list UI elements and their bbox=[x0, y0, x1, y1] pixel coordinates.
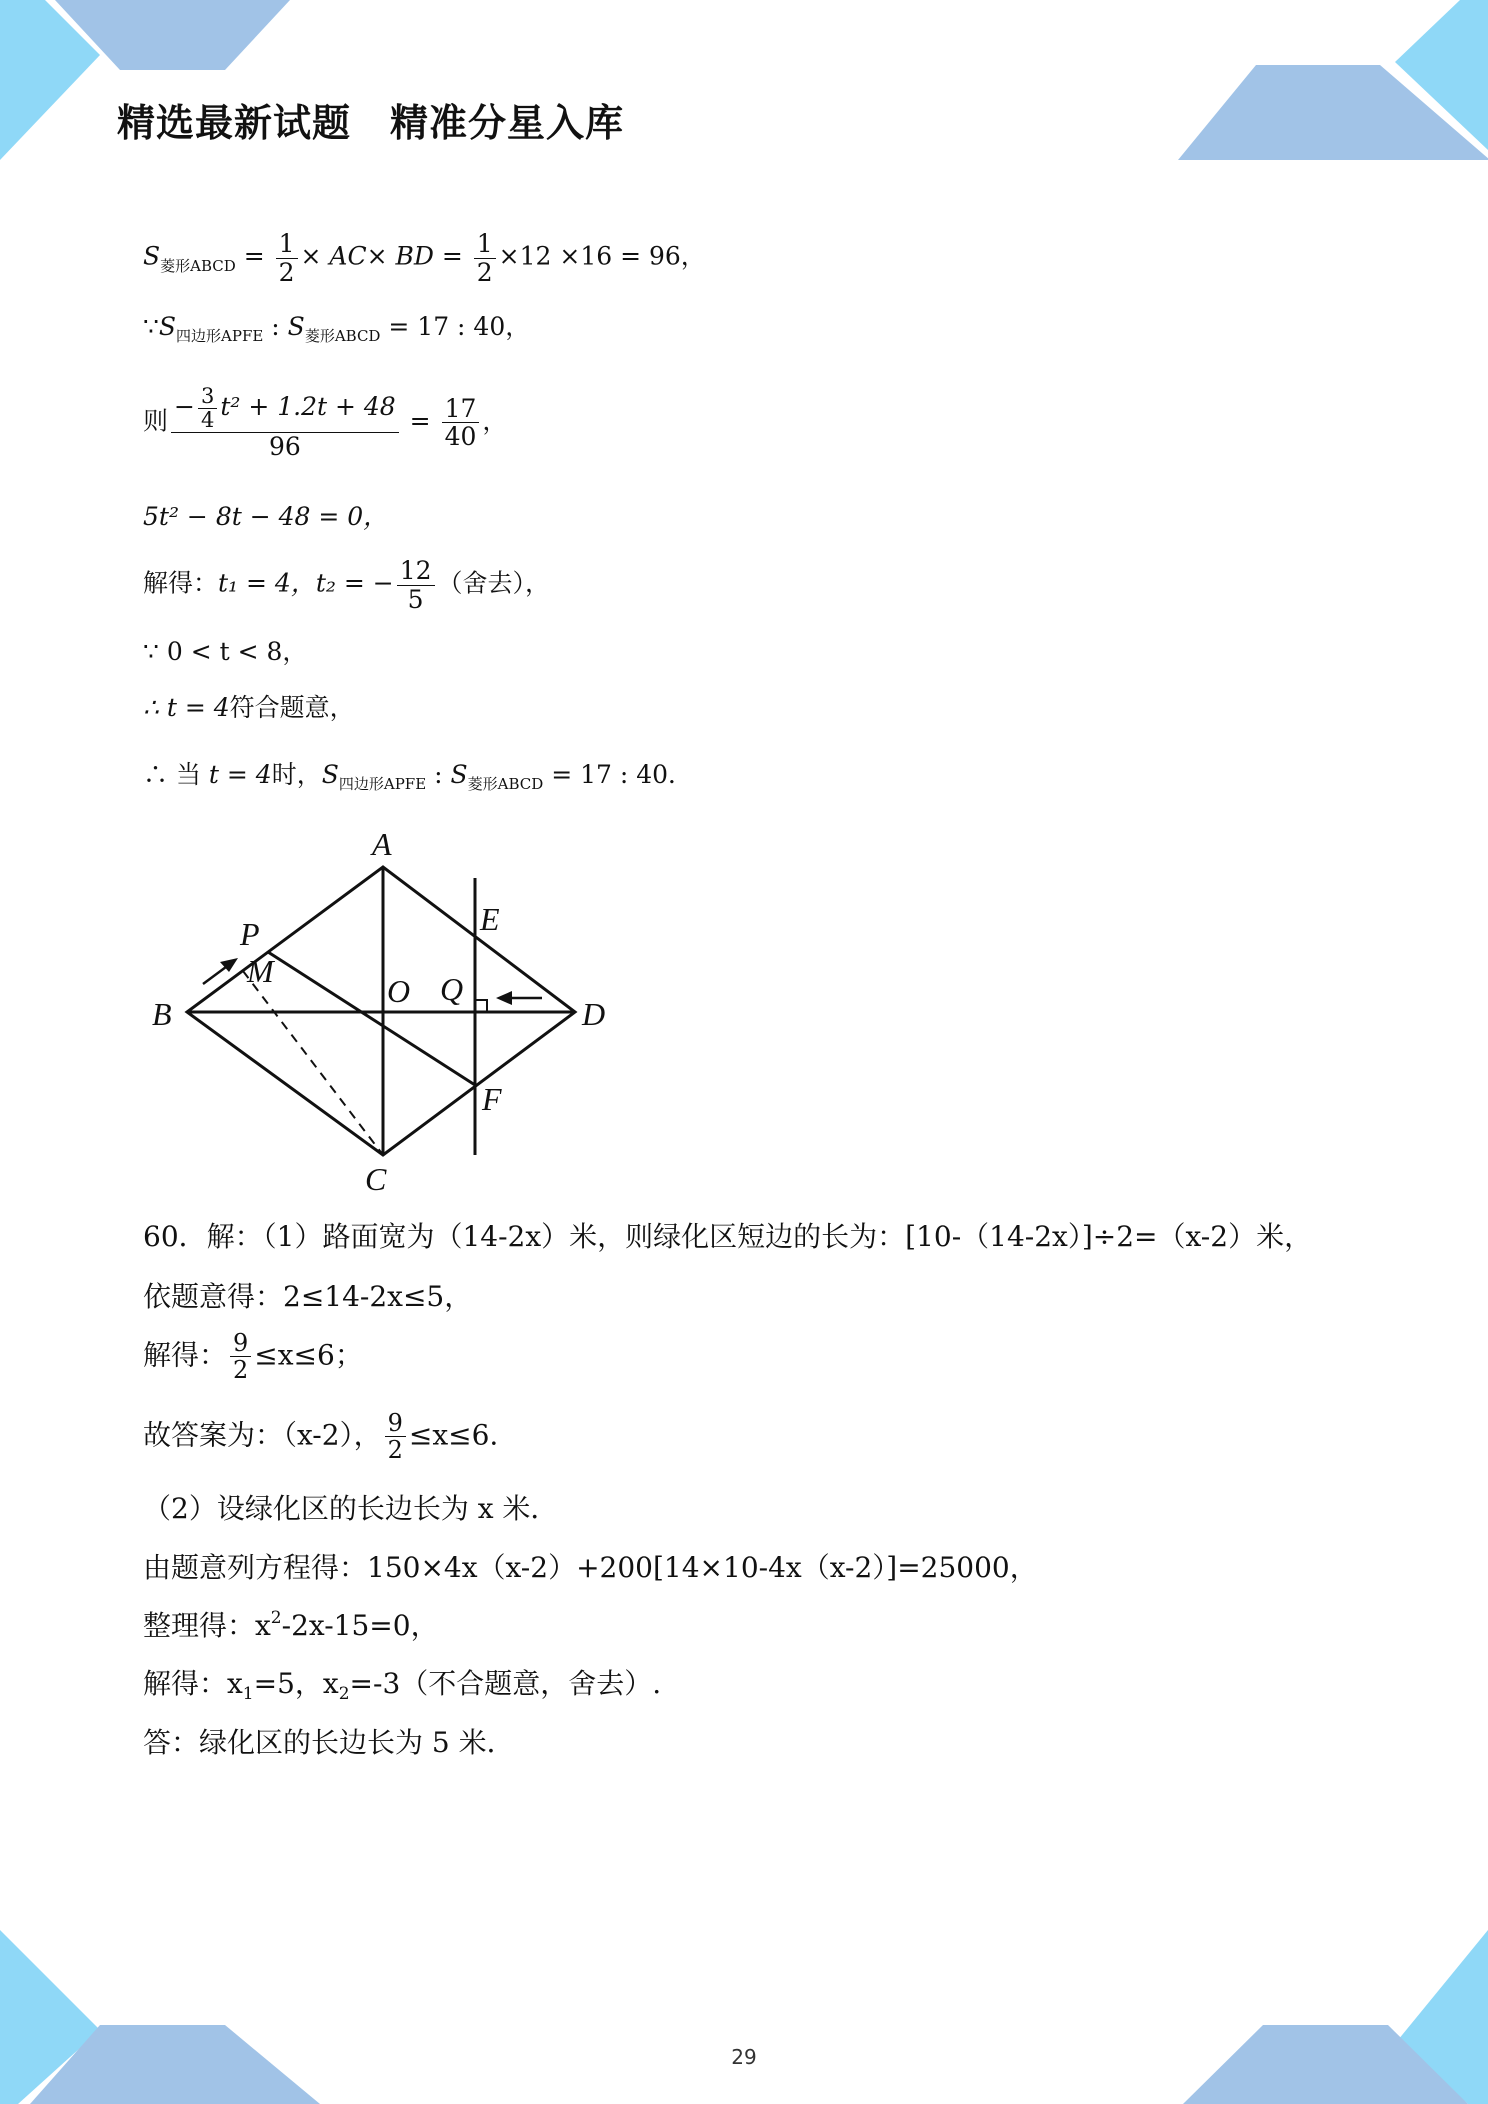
page-number: 29 bbox=[731, 2045, 757, 2069]
quadratic-line: 5t² − 8t − 48 = 0， bbox=[143, 502, 389, 531]
fraction-half: $\frac{1}{2}$ bbox=[276, 230, 298, 286]
area-ratio-line: $\because S_{四边形APFE}$ : $S_{菱形ABCD} = 17$ : 40， bbox=[143, 312, 531, 345]
bottom-left-decoration bbox=[0, 1930, 320, 2104]
header-title: 精选最新试题 精准分星入库 bbox=[117, 101, 625, 145]
conclusion-line: ∴ 当 t = 4时，$S_{四边形APFE}$ : $S_{菱形ABCD} = 17$ : 40． bbox=[143, 760, 694, 793]
rhombus-figure bbox=[140, 820, 640, 1210]
sol60-part1: 60．解：（1）路面宽为（14-2x）米，则绿化区短边的长为：[10-（14-2x）]÷2=（x-2）米， bbox=[143, 1220, 1313, 1253]
sol60-final-answer: 答：绿化区的长边长为 5 米． bbox=[143, 1726, 515, 1759]
fits-line: ∴ t = 4符合题意， bbox=[143, 693, 355, 722]
fraction-half: $\frac{1}{2}$ bbox=[474, 230, 496, 286]
label-p: P bbox=[240, 916, 260, 952]
label-q: Q bbox=[440, 971, 464, 1007]
label-a: A bbox=[372, 826, 392, 862]
right-angle-mark bbox=[475, 1000, 487, 1012]
sol60-roots: 解得：$x_1=5$，$x_2=-3$（不合题意，舍去）. bbox=[143, 1667, 662, 1704]
bottom-right-decoration bbox=[1168, 1930, 1488, 2104]
label-e: E bbox=[480, 901, 500, 937]
segment-mc bbox=[243, 971, 383, 1155]
area-rhombus-line: $S_{菱形ABCD}$ = $\frac{1}{2}$ × AC× BD = $\frac{1}{2}$ ×12 ×16 = 96， bbox=[143, 229, 706, 287]
sol60-inequality: 依题意得：2≤14-2x≤5， bbox=[143, 1280, 473, 1313]
label-d: D bbox=[582, 996, 606, 1032]
top-right-decoration bbox=[1170, 0, 1488, 170]
range-line: ∵ 0 < t < 8， bbox=[143, 637, 308, 666]
sol60-part2: （2）设绿化区的长边长为 x 米． bbox=[143, 1492, 559, 1525]
sol60-answer1: 故答案为：（x-2）， $\frac{9}{2}$ ≤x≤6. bbox=[143, 1409, 499, 1465]
equation-fraction-line: 则 − $\frac{3}{4}$ t² + 1.2t + 48 96 = $\frac{17}{40}$ ， bbox=[143, 384, 508, 462]
main-fraction: − $\frac{3}{4}$ t² + 1.2t + 48 96 bbox=[171, 385, 399, 461]
sol60-equation: 由题意列方程得：150×4x（x-2）+200[14×10-4x（x-2）]=25000， bbox=[143, 1551, 1038, 1584]
label-o: O bbox=[387, 973, 411, 1009]
label-f: F bbox=[482, 1081, 502, 1117]
arrow-d-head bbox=[496, 991, 512, 1005]
sol60-simplify: 整理得：$x^2-2x-15=0$， bbox=[143, 1608, 439, 1642]
solve-line: 解得：t₁ = 4，t₂ = − $\frac{12}{5}$ （舍去）， bbox=[143, 556, 551, 614]
label-m: M bbox=[247, 953, 274, 989]
label-b: B bbox=[152, 996, 172, 1032]
label-c: C bbox=[365, 1161, 387, 1197]
sol60-solve: 解得： $\frac{9}{2}$ ≤x≤6； bbox=[143, 1329, 363, 1385]
